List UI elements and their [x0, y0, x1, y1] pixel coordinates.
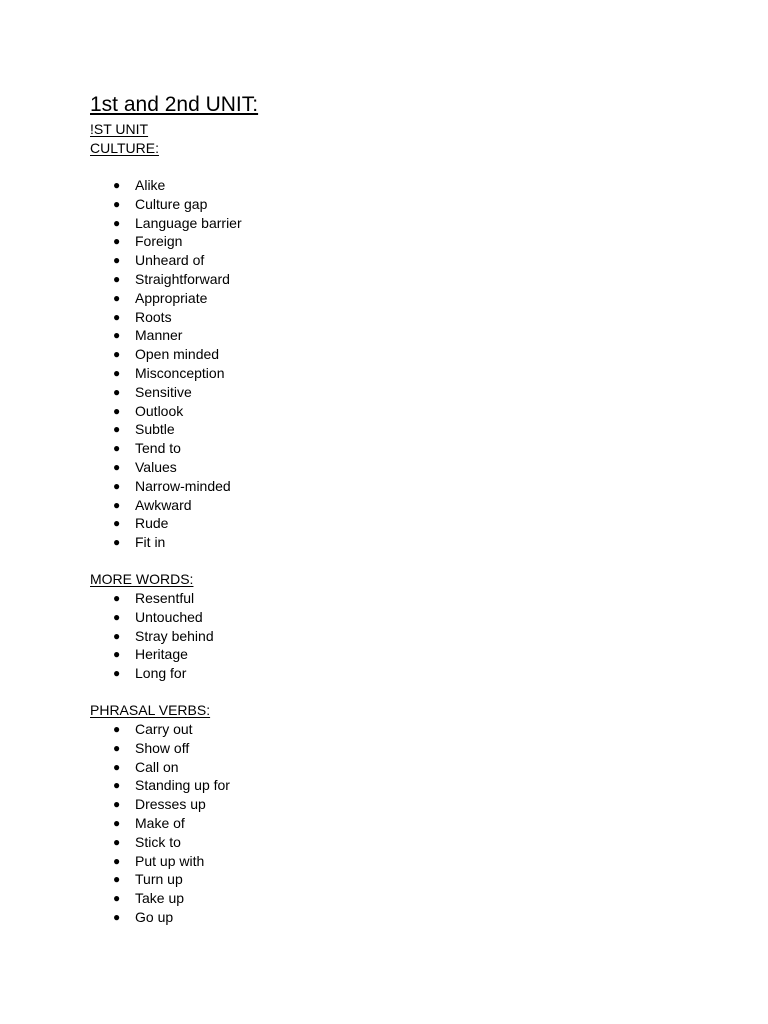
list-item-text: Subtle: [135, 421, 175, 438]
list-item: [90, 458, 690, 477]
list-item-text: Show off: [135, 739, 190, 756]
list-item: [90, 608, 690, 627]
bullet-icon: ●: [113, 590, 121, 605]
list-item: [90, 589, 690, 608]
bullet-icon: ●: [113, 215, 121, 230]
list-item-text: Stick to: [135, 833, 181, 850]
list-item: [90, 308, 690, 327]
spacer: [90, 552, 690, 570]
list-item: [90, 889, 690, 908]
list-item: [90, 720, 690, 739]
list-item: [90, 364, 690, 383]
list-item: [90, 852, 690, 871]
list-item-text: Tend to: [135, 440, 181, 457]
list-item-text: Language barrier: [135, 214, 242, 231]
list-item: [90, 739, 690, 758]
bullet-icon: ●: [113, 815, 121, 830]
bullet-icon: ●: [113, 365, 121, 380]
list-item-text: Rude: [135, 515, 169, 532]
list-item: [90, 645, 690, 664]
bullet-icon: ●: [113, 290, 121, 305]
list-item-text: Misconception: [135, 364, 225, 381]
more-words-heading: MORE WORDS:: [90, 570, 194, 587]
list-item: [90, 420, 690, 439]
list-item-text: Carry out: [135, 720, 193, 737]
list-item-text: Make of: [135, 814, 185, 831]
list-item-text: Culture gap: [135, 195, 208, 212]
bullet-icon: ●: [113, 196, 121, 211]
bullet-icon: ●: [113, 478, 121, 493]
bullet-icon: ●: [113, 740, 121, 755]
list-item-text: Values: [135, 458, 177, 475]
list-item: [90, 908, 690, 927]
spacer: [90, 683, 690, 701]
list-item: [90, 270, 690, 289]
list-item: [90, 477, 690, 496]
list-item: [90, 439, 690, 458]
document-title: 1st and 2nd UNIT:: [90, 93, 259, 116]
list-item: [90, 814, 690, 833]
list-item: [90, 664, 690, 683]
list-item-text: Alike: [135, 177, 166, 193]
list-item: [90, 345, 690, 364]
list-item: [90, 232, 690, 251]
phrasal-verbs-heading: PHRASAL VERBS:: [90, 701, 211, 718]
culture-heading: CULTURE:: [90, 140, 159, 156]
list-item-text: Call on: [135, 758, 179, 775]
bullet-icon: ●: [113, 347, 121, 362]
list-item-text: Fit in: [135, 534, 166, 551]
list-item: [90, 496, 690, 515]
list-item-text: Foreign: [135, 233, 183, 250]
more-words-list: [90, 589, 690, 683]
list-item: [90, 176, 690, 195]
bullet-icon: ●: [113, 778, 121, 793]
culture-list: [90, 176, 690, 552]
list-item-text: Awkward: [135, 496, 192, 513]
list-item: [90, 514, 690, 533]
bullet-icon: ●: [113, 516, 121, 531]
bullet-icon: ●: [113, 628, 121, 643]
bullet-icon: ●: [113, 853, 121, 868]
bullet-icon: ●: [113, 834, 121, 849]
bullet-icon: ●: [113, 178, 121, 192]
bullet-icon: ●: [113, 328, 121, 343]
bullet-icon: ●: [113, 759, 121, 774]
list-item: [90, 795, 690, 814]
bullet-icon: ●: [113, 271, 121, 286]
phrasal-verbs-list: [90, 720, 690, 927]
list-item-text: Take up: [135, 890, 185, 907]
list-item-text: Turn up: [135, 871, 183, 888]
bullet-icon: ●: [113, 309, 121, 324]
list-item-text: Open minded: [135, 346, 220, 363]
bullet-icon: ●: [113, 535, 121, 550]
document-page: [90, 92, 690, 927]
list-item-text: Heritage: [135, 646, 188, 663]
bullet-icon: ●: [113, 497, 121, 512]
list-item: [90, 402, 690, 421]
list-item-text: Stray behind: [135, 627, 214, 644]
unit-heading: !ST UNIT: [90, 121, 149, 137]
list-item-text: Appropriate: [135, 289, 208, 306]
list-item-text: Standing up for: [135, 777, 230, 794]
list-item: [90, 251, 690, 270]
list-item: [90, 326, 690, 345]
list-item-text: Roots: [135, 308, 172, 325]
bullet-icon: ●: [113, 441, 121, 456]
list-item-text: Resentful: [135, 589, 195, 606]
spacer: [90, 158, 690, 176]
list-item-text: Narrow-minded: [135, 477, 231, 494]
list-item-text: Unheard of: [135, 252, 205, 269]
list-item-text: Manner: [135, 327, 183, 344]
list-item-text: Sensitive: [135, 383, 192, 400]
bullet-icon: ●: [113, 234, 121, 249]
bullet-icon: ●: [113, 422, 121, 437]
bullet-icon: ●: [113, 459, 121, 474]
bullet-icon: ●: [113, 891, 121, 906]
bullet-icon: ●: [113, 609, 121, 624]
bullet-icon: ●: [113, 253, 121, 268]
bullet-icon: ●: [113, 872, 121, 887]
bullet-icon: ●: [113, 384, 121, 399]
list-item: [90, 776, 690, 795]
bullet-icon: ●: [113, 666, 121, 681]
list-item-text: Outlook: [135, 402, 184, 419]
bullet-icon: ●: [113, 647, 121, 662]
list-item-text: Go up: [135, 908, 174, 925]
list-item-text: Put up with: [135, 852, 205, 869]
list-item: [90, 627, 690, 646]
list-item-text: Long for: [135, 665, 187, 682]
list-item: [90, 289, 690, 308]
bullet-icon: ●: [113, 403, 121, 418]
list-item: [90, 195, 690, 214]
list-item: [90, 833, 690, 852]
list-item-text: Untouched: [135, 608, 203, 625]
list-item-text: Dresses up: [135, 796, 206, 813]
list-item: [90, 214, 690, 233]
list-item: [90, 383, 690, 402]
list-item-text: Straightforward: [135, 270, 230, 287]
bullet-icon: ●: [113, 721, 121, 736]
list-item: [90, 758, 690, 777]
bullet-icon: ●: [113, 909, 121, 924]
list-item: [90, 870, 690, 889]
bullet-icon: ●: [113, 797, 121, 812]
list-item: [90, 533, 690, 552]
